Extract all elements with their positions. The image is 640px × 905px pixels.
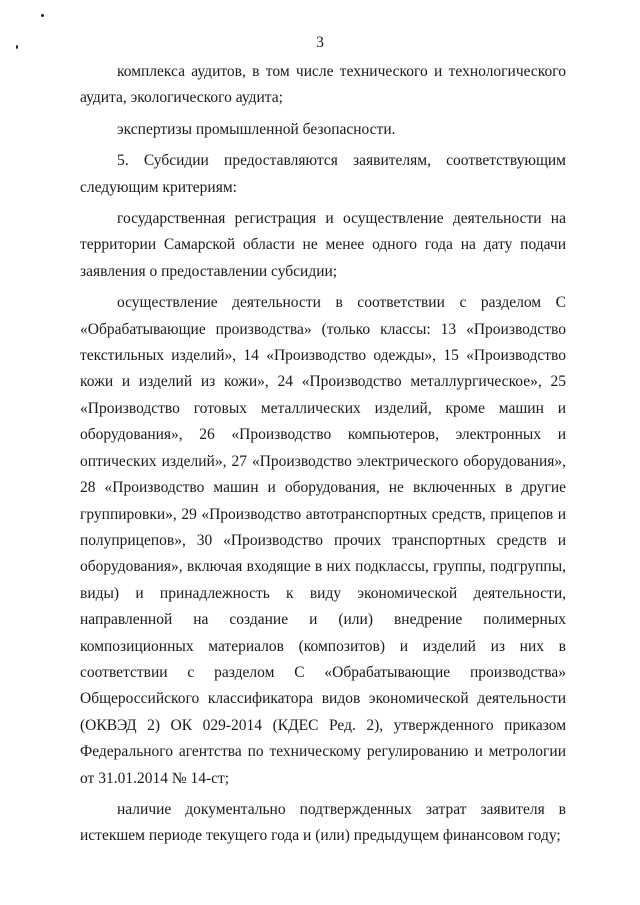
document-body xyxy=(80,59,566,855)
paragraph-audit-complex: комплекса аудитов, в том числе технического и технологического аудита, экологического аудита; xyxy=(80,63,566,107)
scan-speck-mark xyxy=(41,14,44,17)
page-number: 3 xyxy=(316,34,324,51)
paragraph-safety-expertise: экспертизы промышленной безопасности. xyxy=(117,120,396,138)
paragraph-activity-criterion: осуществление деятельности в соответствии с разделом С «Обрабатывающие производства» (только классы: 13 «Производство текстильных изделий», 14 «Производство одежды», 15 «Производство кожи и изделий из кожи», 24 «Производство металлургическое», 25 «Производство готовых металлических изделий, кроме машин и оборудования», 26 «Производство компьютеров, электронных и оптических изделий», 27 «Производство электрического оборудования», 28 «Производство машин и оборудования, не включенных в другие группировки», 29 «Производство автотранспортных средств, прицепов и полуприцепов», 30 «Производство прочих транспортных средств и оборудования», включая входящие в них подклассы, группы, подгруппы, виды) и принадлежность к виду экономической деятельности, направленной на создание и (или) внедрение полимерных композиционных материалов (композитов) и изделий из них в соответствии с разделом С «Обрабатывающие производства» Общероссийского классификатора видов экономической деятельности (ОКВЭД 2) ОК 029-2014 (КДЕС Ред. 2), утвержденного приказом Федерального агентства по техническому регулированию и метрологии от 31.01.2014 № 14-ст; xyxy=(80,294,566,787)
paragraph-costs-criterion: наличие документально подтвержденных затрат заявителя в истекшем периоде текущего года и (или) предыдущем финансовом году; xyxy=(80,800,566,845)
paragraph-registration-criterion: государственная регистрация и осуществление деятельности на территории Самарской области не менее одного года на дату подачи заявления о предоставлении субсидии; xyxy=(80,210,566,280)
paragraph-criteria-intro: 5. Субсидии предоставляются заявителям, соответствующим следующим критериям: xyxy=(80,152,566,196)
